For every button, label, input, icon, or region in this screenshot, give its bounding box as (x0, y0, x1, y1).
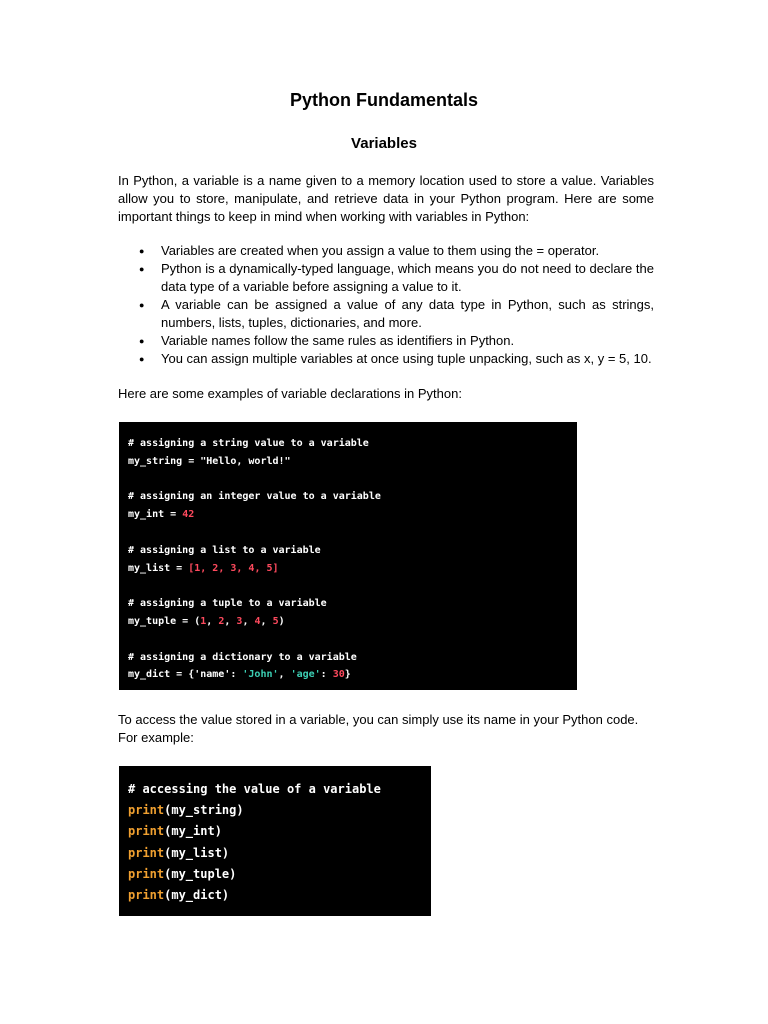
list-item: ● A variable can be assigned a value of any data type in Python, such as strings, numbers, lists, tuples, dictionaries, and more. (118, 296, 654, 332)
code-token: , (260, 615, 273, 627)
code-token: , (278, 669, 291, 681)
code-line (128, 800, 431, 821)
code-line (128, 821, 431, 842)
code-number: 5 (272, 615, 279, 627)
list-item: ● Variables are created when you assign a value to them using the = operator. (118, 242, 654, 260)
section-heading: Variables (351, 135, 417, 152)
code-comment: # assigning a dictionary to a variable (128, 651, 357, 663)
code-line (128, 864, 431, 885)
code-number: 1 (200, 615, 207, 627)
code-line (128, 885, 431, 906)
code-builtin: print (128, 845, 165, 860)
code-block-variable-declarations (119, 422, 577, 690)
code-blank (128, 471, 577, 489)
code-token: (my_list) (164, 845, 230, 860)
code-comment: # assigning a string value to a variable (128, 438, 369, 449)
access-intro-paragraph: To access the value stored in a variable, you can simply use its name in your Python code. For example: (118, 712, 639, 745)
bullet-list (118, 242, 654, 368)
code-token: , (206, 615, 219, 627)
code-comment: # assigning a tuple to a variable (128, 598, 327, 610)
code-token: ) (278, 615, 285, 627)
code-comment: # assigning an integer value to a variable (128, 491, 381, 503)
code-line (128, 506, 577, 524)
examples-intro-paragraph: Here are some examples of variable declarations in Python: (118, 386, 462, 401)
intro-paragraph: In Python, a variable is a name given to a memory location used to store a value. Variables allow you to store, manipulate, and retrieve data in your Python program. Here are some important things to keep in mind when working with variables in Python: (118, 173, 654, 224)
code-blank (128, 631, 577, 649)
code-token: (my_string) (164, 803, 244, 818)
code-line (128, 666, 577, 684)
code-token: , (242, 615, 255, 627)
code-token: my_list = (128, 562, 189, 574)
code-string: 'John' (242, 669, 279, 681)
code-line (128, 843, 431, 864)
code-number: 4 (254, 615, 261, 627)
code-number: 3 (236, 615, 243, 627)
code-token: , (224, 615, 237, 627)
code-blank (128, 577, 577, 595)
list-item: ● Variable names follow the same rules as identifiers in Python. (118, 332, 654, 350)
code-token: my_dict = {'name': (128, 669, 243, 681)
code-number: [1, 2, 3, 4, 5] (188, 562, 279, 574)
code-block-access-variables (119, 766, 431, 916)
code-token: : (320, 669, 333, 681)
code-builtin: print (128, 803, 165, 818)
code-token: my_int = (128, 509, 183, 521)
code-line (128, 560, 577, 578)
code-token: my_tuple = ( (128, 615, 201, 627)
code-builtin: print (128, 866, 165, 881)
code-comment: # assigning a list to a variable (128, 544, 321, 556)
list-item: ● You can assign multiple variables at once using tuple unpacking, such as x, y = 5, 10. (118, 350, 654, 368)
code-builtin: print (128, 887, 165, 902)
code-token: (my_dict) (164, 887, 230, 902)
code-token: } (344, 669, 351, 681)
page-title: Python Fundamentals (289, 90, 478, 110)
code-string: 'age' (290, 669, 321, 681)
code-number: 30 (332, 669, 345, 681)
code-token: (my_int) (164, 824, 222, 839)
code-blank (128, 524, 577, 542)
code-line: my_string = "Hello, world!" (128, 455, 291, 467)
code-comment: # accessing the value of a variable (128, 782, 381, 796)
code-builtin: print (128, 824, 165, 839)
list-item: ● Python is a dynamically-typed language, which means you do not need to declare the data type of a variable before assigning a value to it. (118, 260, 654, 296)
code-number: 2 (218, 615, 225, 627)
code-number: 42 (182, 509, 195, 521)
code-token: (my_tuple) (164, 866, 237, 881)
code-line (128, 613, 577, 631)
